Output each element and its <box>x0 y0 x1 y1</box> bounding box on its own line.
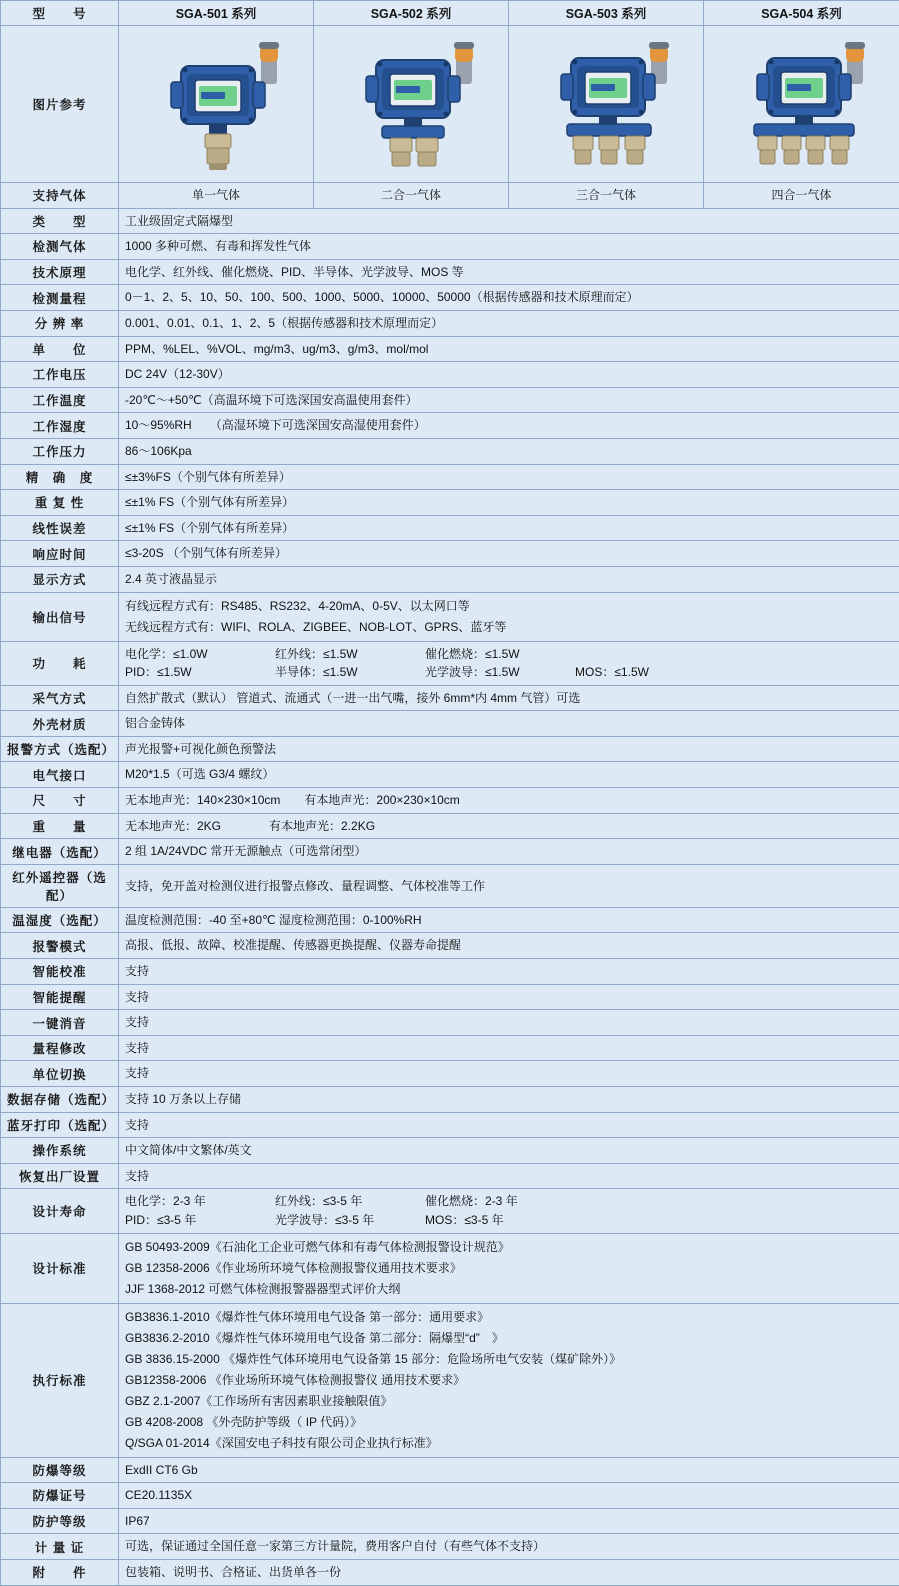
output-signal-wired: 有线远程方式有：RS485、RS232、4-20mA、0-5V、以太网口等 <box>125 596 893 617</box>
device-image-3 <box>509 26 704 183</box>
row-label-display: 显示方式 <box>1 566 119 592</box>
row-label-alarm-mode: 报警模式 <box>1 933 119 959</box>
table-row <box>1 1189 899 1233</box>
exec-standard-line-0: GB3836.1-2010《爆炸性气体环境用电气设备 第一部分：通用要求》 <box>125 1307 893 1328</box>
table-row <box>1 438 899 464</box>
table-row <box>1 762 899 788</box>
table-row <box>1 26 899 183</box>
table-row <box>1 336 899 362</box>
row-value-type: 工业级固定式隔爆型 <box>119 208 899 234</box>
row-label-ip-rating: 防护等级 <box>1 1508 119 1534</box>
row-value-voltage: DC 24V（12-30V） <box>119 362 899 388</box>
table-row <box>1 1061 899 1087</box>
row-label-resolution: 分 辨 率 <box>1 310 119 336</box>
table-row <box>1 788 899 814</box>
table-row <box>1 1303 899 1457</box>
row-value-ir-remote: 支持，免开盖对检测仪进行报警点修改、量程调整、气体校准等工作 <box>119 864 899 907</box>
life-item-5-name: MOS： <box>425 1213 464 1227</box>
table-row <box>1 1233 899 1303</box>
row-value-accessories: 包装箱、说明书、合格证、出货单各一份 <box>119 1559 899 1585</box>
row-value-exec-standard <box>119 1303 899 1457</box>
row-value-temp-humidity: 温度检测范围：-40 至+80℃ 湿度检测范围：0-100%RH <box>119 907 899 933</box>
exec-standard-line-3: GB12358-2006 《作业场所环境气体检测报警仪 通用技术要求》 <box>125 1370 893 1391</box>
row-value-ip-rating: IP67 <box>119 1508 899 1534</box>
row-value-data-storage: 支持 10 万条以上存储 <box>119 1087 899 1113</box>
table-row <box>1 1112 899 1138</box>
power-item-6-value: ≤1.5W <box>614 665 649 679</box>
row-label-electrical-interface: 电气接口 <box>1 762 119 788</box>
design-standard-line-1: GB 12358-2006《作业场所环境气体检测报警仪通用技术要求》 <box>125 1258 893 1279</box>
table-row <box>1 1483 899 1509</box>
table-row <box>1 234 899 260</box>
life-item-0-name: 电化学： <box>125 1194 173 1208</box>
table-row <box>1 413 899 439</box>
row-value-range: 0－1、2、5、10、50、100、500、1000、5000、10000、50000（根据传感器和技术原理而定） <box>119 285 899 311</box>
power-item-4-value: ≤1.5W <box>323 665 358 679</box>
table-row <box>1 1 899 26</box>
row-value-smart-calibration: 支持 <box>119 959 899 985</box>
row-label-factory-reset: 恢复出厂设置 <box>1 1163 119 1189</box>
row-value-work-humidity: 10～95%RH （高湿环境下可选深国安高湿使用套件） <box>119 413 899 439</box>
row-label-exec-standard: 执行标准 <box>1 1303 119 1457</box>
row-value-operating-system: 中文简体/中文繁体/英文 <box>119 1138 899 1164</box>
row-label-voltage: 工作电压 <box>1 362 119 388</box>
table-row <box>1 183 899 209</box>
exec-standard-line-4: GBZ 2.1-2007《工作场所有害因素职业接触限值》 <box>125 1391 893 1412</box>
row-value-ex-certificate: CE20.1135X <box>119 1483 899 1509</box>
power-item-0-name: 电化学： <box>125 647 173 661</box>
row-value-repeatability: ≤±1% FS（个别气体有所差异） <box>119 490 899 516</box>
life-item-3-name: PID： <box>125 1213 157 1227</box>
table-row <box>1 1138 899 1164</box>
row-label-unit: 单 位 <box>1 336 119 362</box>
row-value-detect-gas: 1000 多种可燃、有毒和挥发性气体 <box>119 234 899 260</box>
row-label-smart-reminder: 智能提醒 <box>1 984 119 1010</box>
row-value-response-time: ≤3-20S （个别气体有所差异） <box>119 541 899 567</box>
table-row <box>1 959 899 985</box>
row-value-relay: 2 组 1A/24VDC 常开无源触点（可选常闭型） <box>119 839 899 865</box>
row-label-ex-certificate: 防爆证号 <box>1 1483 119 1509</box>
gas-detector-3-icon <box>515 30 710 178</box>
table-row <box>1 387 899 413</box>
row-value-linearity: ≤±1% FS（个别气体有所差异） <box>119 515 899 541</box>
row-label-tech-principle: 技术原理 <box>1 259 119 285</box>
row-label-housing-material: 外壳材质 <box>1 711 119 737</box>
row-value-design-life <box>119 1189 899 1233</box>
row-label-design-standard: 设计标准 <box>1 1233 119 1303</box>
row-label-accuracy: 精 确 度 <box>1 464 119 490</box>
gas-detector-1-icon <box>125 30 320 178</box>
table-row <box>1 1559 899 1585</box>
table-row <box>1 1508 899 1534</box>
model-header-1: SGA-501 系列 <box>119 1 314 26</box>
row-label-gas-support: 支持气体 <box>1 183 119 209</box>
life-item-1-name: 红外线： <box>275 1194 323 1208</box>
table-row <box>1 464 899 490</box>
table-row <box>1 566 899 592</box>
power-item-1-name: 红外线： <box>275 647 323 661</box>
table-row <box>1 592 899 641</box>
table-row <box>1 1457 899 1483</box>
row-value-work-temp: -20℃～+50℃（高温环境下可选深国安高温使用套件） <box>119 387 899 413</box>
row-value-resolution: 0.001、0.01、0.1、1、2、5（根据传感器和技术原理而定） <box>119 310 899 336</box>
row-value-design-standard <box>119 1233 899 1303</box>
exec-standard-line-6: Q/SGA 01-2014《深国安电子科技有限公司企业执行标准》 <box>125 1433 893 1454</box>
row-label-relay: 继电器（选配） <box>1 839 119 865</box>
design-standard-line-0: GB 50493-2009《石油化工企业可燃气体和有毒气体检测报警设计规范》 <box>125 1237 893 1258</box>
row-value-unit: PPM、%LEL、%VOL、mg/m3、ug/m3、g/m3、mol/mol <box>119 336 899 362</box>
row-label-ex-rating: 防爆等级 <box>1 1457 119 1483</box>
row-value-power <box>119 641 899 685</box>
table-row <box>1 1534 899 1560</box>
row-label-design-life: 设计寿命 <box>1 1189 119 1233</box>
life-item-4-value: ≤3-5 年 <box>335 1213 374 1227</box>
device-image-4 <box>704 26 899 183</box>
gas-support-1: 单一气体 <box>119 183 314 209</box>
table-row <box>1 641 899 685</box>
row-label-weight: 重 量 <box>1 813 119 839</box>
table-row <box>1 907 899 933</box>
gas-detector-4-icon <box>710 30 899 178</box>
device-image-1 <box>119 26 314 183</box>
model-header-4: SGA-504 系列 <box>704 1 899 26</box>
life-item-3-value: ≤3-5 年 <box>157 1213 196 1227</box>
row-label-output-signal: 输出信号 <box>1 592 119 641</box>
row-label-work-temp: 工作温度 <box>1 387 119 413</box>
row-label-metrology-certificate: 计 量 证 <box>1 1534 119 1560</box>
table-row <box>1 285 899 311</box>
gas-detector-2-icon <box>320 30 515 178</box>
row-value-smart-reminder: 支持 <box>119 984 899 1010</box>
gas-support-2: 二合一气体 <box>314 183 509 209</box>
row-label-range: 检测量程 <box>1 285 119 311</box>
row-value-factory-reset: 支持 <box>119 1163 899 1189</box>
row-value-bluetooth-print: 支持 <box>119 1112 899 1138</box>
design-standard-line-2: JJF 1368-2012 可燃气体检测报警器器型式评价大纲 <box>125 1279 893 1300</box>
row-label-unit-switch: 单位切换 <box>1 1061 119 1087</box>
table-row <box>1 839 899 865</box>
row-label-range-modify: 量程修改 <box>1 1035 119 1061</box>
exec-standard-line-1: GB3836.2-2010《爆炸性气体环境用电气设备 第二部分：隔爆型“d” 》 <box>125 1328 893 1349</box>
row-value-electrical-interface: M20*1.5（可选 G3/4 螺纹） <box>119 762 899 788</box>
row-value-unit-switch: 支持 <box>119 1061 899 1087</box>
row-label-operating-system: 操作系统 <box>1 1138 119 1164</box>
row-value-output-signal <box>119 592 899 641</box>
row-label-repeatability: 重 复 性 <box>1 490 119 516</box>
row-value-work-pressure: 86～106Kpa <box>119 438 899 464</box>
row-label-bluetooth-print: 蓝牙打印（选配） <box>1 1112 119 1138</box>
table-row <box>1 685 899 711</box>
life-item-4-name: 光学波导： <box>275 1213 335 1227</box>
power-item-1-value: ≤1.5W <box>323 647 358 661</box>
row-label-smart-calibration: 智能校准 <box>1 959 119 985</box>
row-label-alarm-method: 报警方式（选配） <box>1 736 119 762</box>
power-item-0-value: ≤1.0W <box>173 647 208 661</box>
gas-support-4: 四合一气体 <box>704 183 899 209</box>
row-value-display: 2.4 英寸液晶显示 <box>119 566 899 592</box>
row-label-response-time: 响应时间 <box>1 541 119 567</box>
life-item-5-value: ≤3-5 年 <box>464 1213 503 1227</box>
table-row <box>1 813 899 839</box>
power-item-5-name: 光学波导： <box>425 665 485 679</box>
row-value-metrology-certificate: 可选，保证通过全国任意一家第三方计量院，费用客户自付（有些气体不支持） <box>119 1534 899 1560</box>
row-label-dimensions: 尺 寸 <box>1 788 119 814</box>
power-item-5-value: ≤1.5W <box>485 665 520 679</box>
row-label-ir-remote: 红外遥控器（选配） <box>1 864 119 907</box>
table-row <box>1 736 899 762</box>
row-value-alarm-mode: 高报、低报、故障、校准提醒、传感器更换提醒、仪器寿命提醒 <box>119 933 899 959</box>
row-value-tech-principle: 电化学、红外线、催化燃烧、PID、半导体、光学波导、MOS 等 <box>119 259 899 285</box>
life-item-0-value: 2-3 年 <box>173 1194 206 1208</box>
life-item-1-value: ≤3-5 年 <box>323 1194 362 1208</box>
row-value-alarm-method: 声光报警+可视化颜色预警法 <box>119 736 899 762</box>
table-row <box>1 1010 899 1036</box>
table-row <box>1 711 899 737</box>
row-value-range-modify: 支持 <box>119 1035 899 1061</box>
life-item-2-value: 2-3 年 <box>485 1194 518 1208</box>
power-item-2-name: 催化燃烧： <box>425 647 485 661</box>
row-label-temp-humidity: 温湿度（选配） <box>1 907 119 933</box>
row-value-sampling: 自然扩散式（默认） 管道式、流通式（一进一出气嘴，接外 6mm*内 4mm 气管）可选 <box>119 685 899 711</box>
model-header-3: SGA-503 系列 <box>509 1 704 26</box>
row-label-work-pressure: 工作压力 <box>1 438 119 464</box>
life-item-2-name: 催化燃烧： <box>425 1194 485 1208</box>
row-value-weight: 无本地声光：2KG 有本地声光：2.2KG <box>119 813 899 839</box>
output-signal-wireless: 无线远程方式有：WIFI、ROLA、ZIGBEE、NOB-LOT、GPRS、蓝牙等 <box>125 617 893 638</box>
row-label-power: 功 耗 <box>1 641 119 685</box>
power-item-6-name: MOS： <box>575 665 614 679</box>
row-label-image-reference: 图片参考 <box>1 26 119 183</box>
table-row <box>1 541 899 567</box>
table-row <box>1 933 899 959</box>
table-row <box>1 1035 899 1061</box>
table-row <box>1 1087 899 1113</box>
row-label-work-humidity: 工作湿度 <box>1 413 119 439</box>
power-item-3-name: PID： <box>125 665 157 679</box>
table-row <box>1 864 899 907</box>
row-label-sampling: 采气方式 <box>1 685 119 711</box>
table-row <box>1 362 899 388</box>
device-image-2 <box>314 26 509 183</box>
power-item-2-value: ≤1.5W <box>485 647 520 661</box>
row-label-linearity: 线性误差 <box>1 515 119 541</box>
row-value-housing-material: 铝合金铸体 <box>119 711 899 737</box>
exec-standard-line-2: GB 3836.15-2000 《爆炸性气体环境用电气设备第 15 部分：危险场所电气安装（煤矿除外）》 <box>125 1349 893 1370</box>
table-row <box>1 984 899 1010</box>
row-value-ex-rating: ExdII CT6 Gb <box>119 1457 899 1483</box>
row-label-one-key-mute: 一键消音 <box>1 1010 119 1036</box>
table-row <box>1 208 899 234</box>
row-value-accuracy: ≤±3%FS（个别气体有所差异） <box>119 464 899 490</box>
table-row <box>1 1163 899 1189</box>
table-row <box>1 515 899 541</box>
row-label-accessories: 附 件 <box>1 1559 119 1585</box>
row-label-model: 型 号 <box>1 1 119 26</box>
row-label-detect-gas: 检测气体 <box>1 234 119 260</box>
row-value-one-key-mute: 支持 <box>119 1010 899 1036</box>
row-label-type: 类 型 <box>1 208 119 234</box>
row-value-dimensions: 无本地声光：140×230×10cm 有本地声光：200×230×10cm <box>119 788 899 814</box>
gas-support-3: 三合一气体 <box>509 183 704 209</box>
row-label-data-storage: 数据存储（选配） <box>1 1087 119 1113</box>
table-row <box>1 259 899 285</box>
model-header-2: SGA-502 系列 <box>314 1 509 26</box>
power-item-3-value: ≤1.5W <box>157 665 192 679</box>
power-item-4-name: 半导体： <box>275 665 323 679</box>
table-row <box>1 490 899 516</box>
table-row <box>1 310 899 336</box>
exec-standard-line-5: GB 4208-2008 《外壳防护等级（ IP 代码）》 <box>125 1412 893 1433</box>
